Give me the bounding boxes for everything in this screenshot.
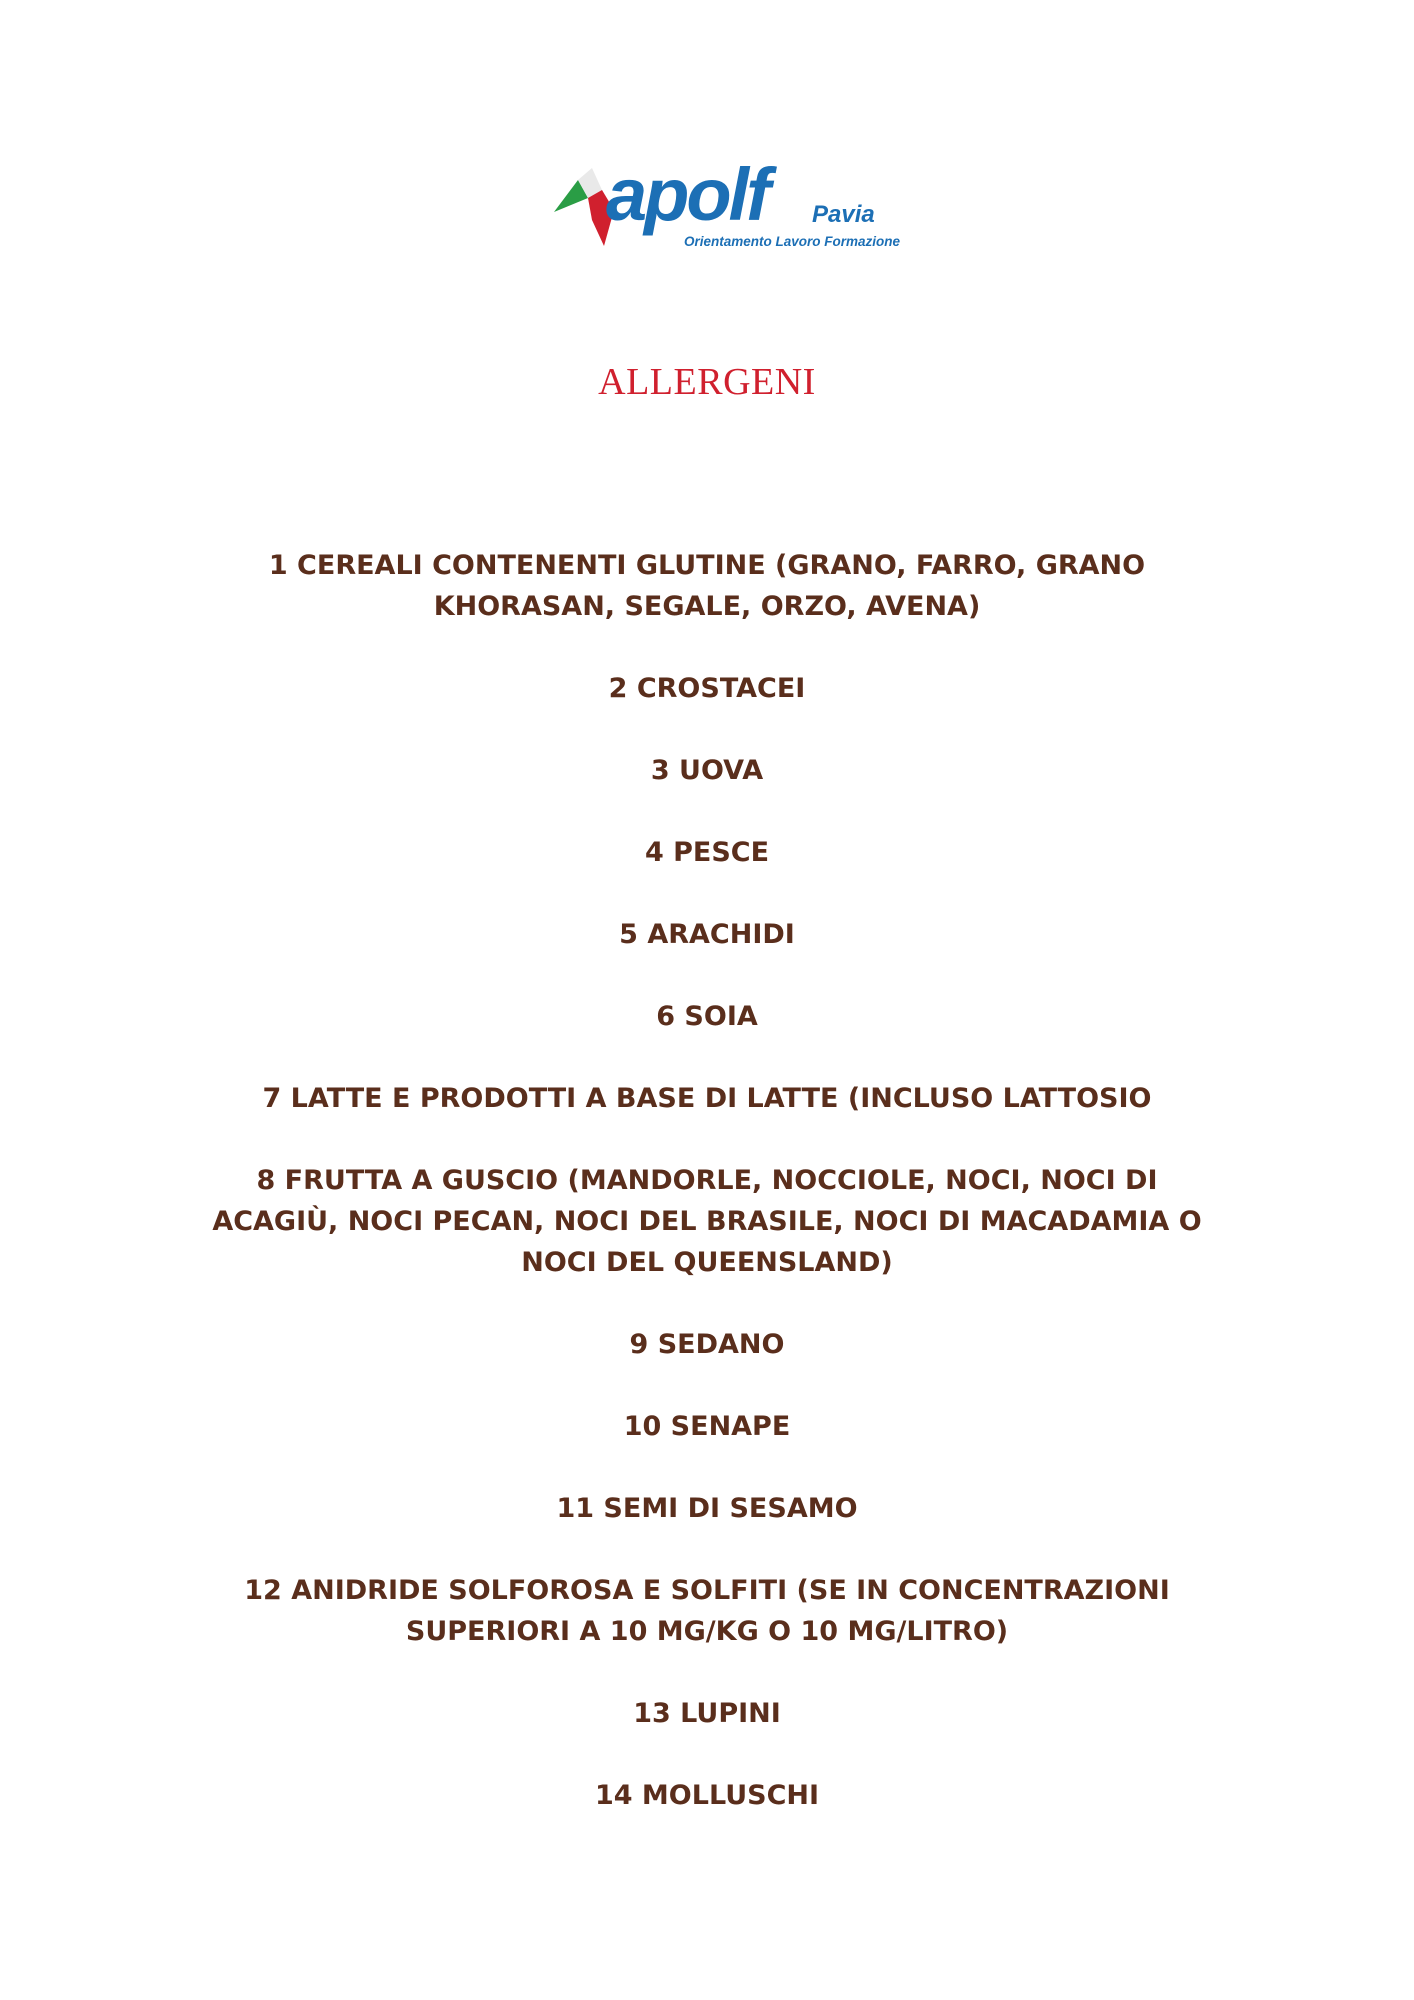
list-item [130,1693,1284,1734]
allergen-line: 5 ARACHIDI [619,919,795,950]
list-item [130,545,1284,627]
list-item [130,832,1284,873]
allergen-line: 13 LUPINI [633,1698,781,1729]
allergen-list [130,545,1284,1857]
allergen-line: 3 UOVA [650,755,764,786]
allergen-line: SUPERIORI A 10 MG/KG O 10 MG/LITRO) [405,1616,1009,1647]
allergen-line: 8 FRUTTA A GUSCIO (MANDORLE, NOCCIOLE, NOCI, NOCI DI [256,1165,1158,1196]
allergen-line: 6 SOIA [656,1001,758,1032]
logo-city: Pavia [812,201,875,228]
logo-tagline: Orientamento Lavoro Formazione [684,234,901,249]
list-item [130,1570,1284,1652]
list-item [130,914,1284,955]
apolf-logo [552,150,901,252]
allergen-line: 10 SENAPE [623,1411,791,1442]
allergen-line: ACAGIÙ, NOCI PECAN, NOCI DEL BRASILE, NOCI DI MACADAMIA O [212,1206,1202,1237]
allergen-line: 12 ANIDRIDE SOLFOROSA E SOLFITI (SE IN CONCENTRAZIONI [244,1575,1170,1606]
list-item [130,996,1284,1037]
list-item [130,1160,1284,1283]
allergen-line: 4 PESCE [644,837,770,868]
allergen-line: KHORASAN, SEGALE, ORZO, AVENA) [433,591,981,622]
allergen-line: 14 MOLLUSCHI [594,1780,820,1811]
page-title: ALLERGENI [598,361,816,403]
list-item [130,1078,1284,1119]
allergen-line: 1 CEREALI CONTENENTI GLUTINE (GRANO, FARRO, GRANO [268,550,1146,581]
list-item [130,1324,1284,1365]
allergen-line: NOCI DEL QUEENSLAND) [521,1247,893,1278]
list-item [130,750,1284,791]
allergen-line: 9 SEDANO [629,1329,785,1360]
allergen-line: 11 SEMI DI SESAMO [556,1493,858,1524]
list-item [130,1406,1284,1447]
list-item [130,668,1284,709]
list-item [130,1775,1284,1816]
allergen-line: 7 LATTE E PRODOTTI A BASE DI LATTE (INCLUSO LATTOSIO [262,1083,1152,1114]
logo-wordmark: apolf [606,153,768,236]
list-item [130,1488,1284,1529]
allergen-line: 2 CROSTACEI [608,673,806,704]
